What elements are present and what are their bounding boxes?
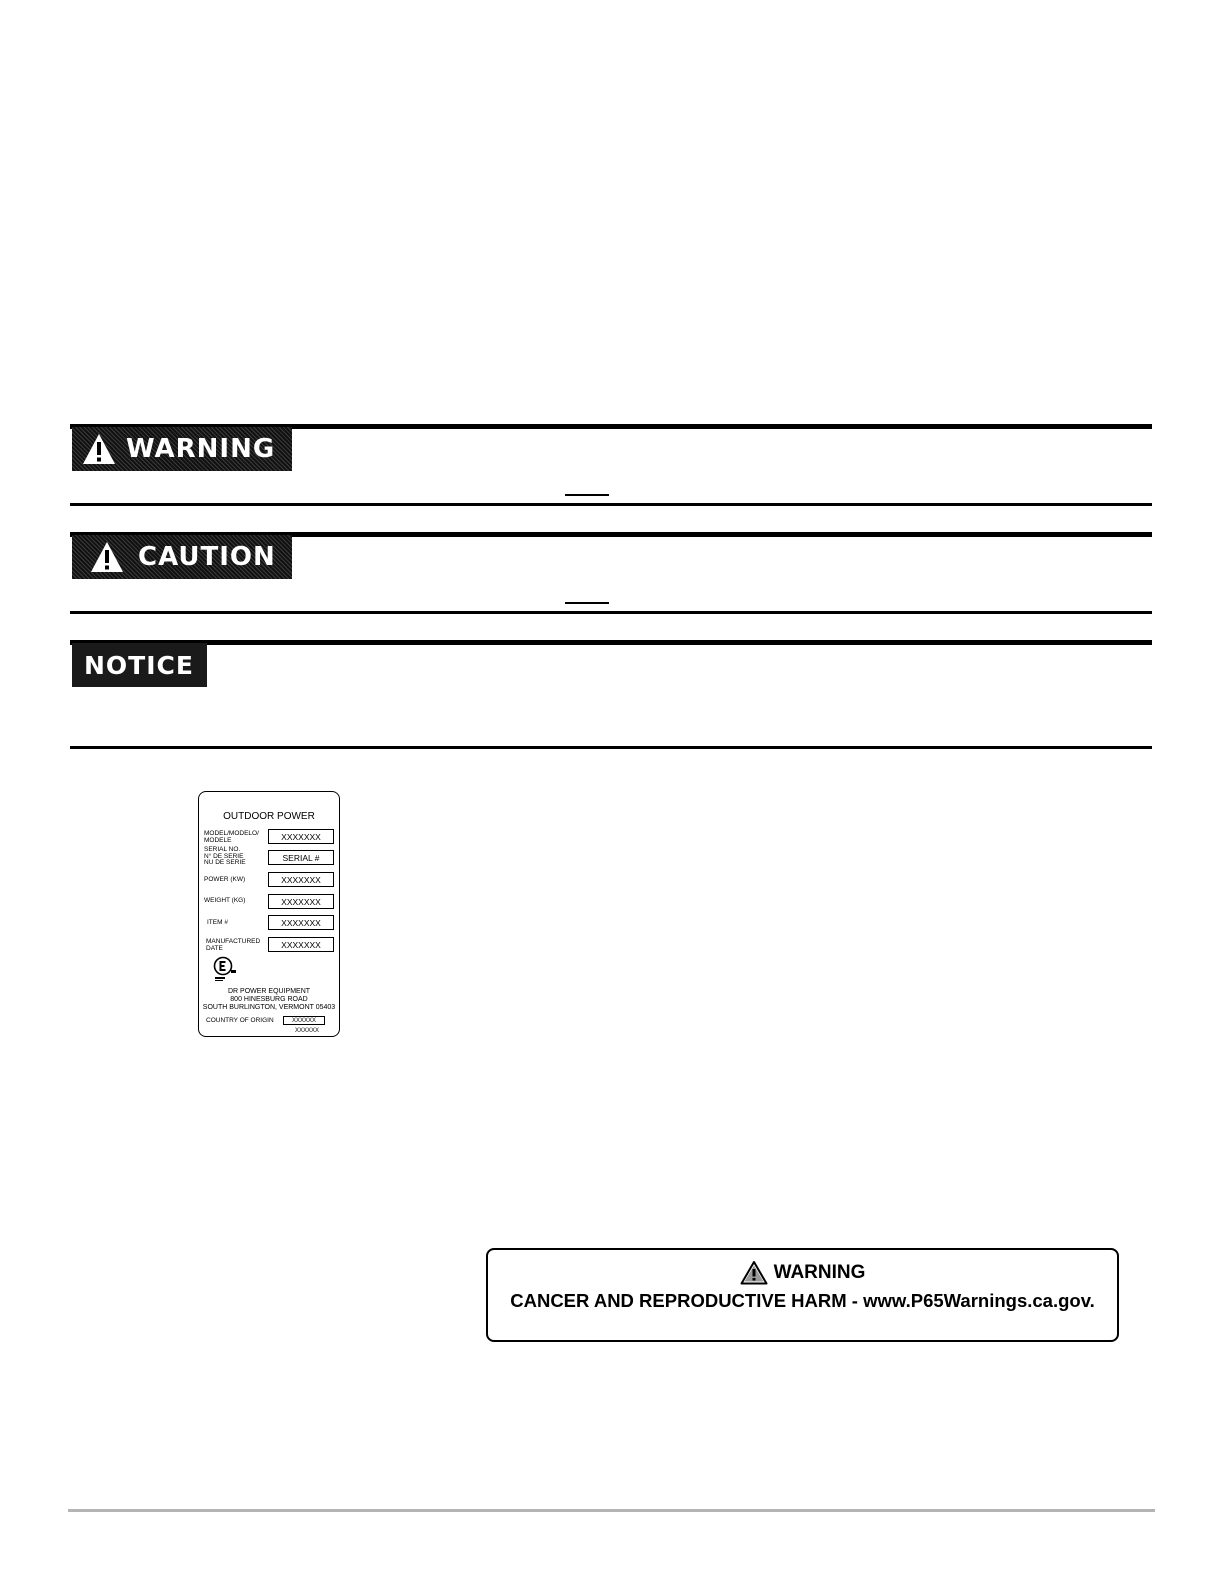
power-field-value: XXXXXXX (268, 872, 334, 887)
caution-signal-panel (72, 535, 292, 579)
manufacturer-city: SOUTH BURLINGTON, VERMONT 05403 (202, 1004, 336, 1011)
prop65-message: CANCER AND REPRODUCTIVE HARM - www.P65Warnings.ca.gov. (510, 1290, 1095, 1311)
prop65-signal-word: WARNING (773, 1261, 866, 1283)
product-identification-label (198, 791, 340, 1037)
serial-field-value: SERIAL # (268, 850, 334, 865)
country-of-origin-value: XXXXXX (283, 1016, 325, 1025)
notice-signal-panel (72, 643, 207, 687)
warning-triangle-icon (82, 433, 116, 465)
model-field-label: MODEL/MODELO/ MODELE (204, 830, 259, 844)
manufacturer-street: 800 HINESBURG ROAD (230, 996, 308, 1003)
notice-bottom-rule (70, 746, 1152, 749)
item-field-value: XXXXXXX (268, 915, 334, 930)
warning-signal-word: WARNING (126, 434, 276, 464)
label-code: XXXXXX (295, 1028, 320, 1034)
warning-signal-panel (72, 427, 292, 471)
power-field-label: POWER (KW) (204, 876, 246, 883)
manufacturer-name: DR POWER EQUIPMENT (227, 988, 311, 995)
caution-triangle-icon (90, 541, 124, 573)
caution-signal-word: CAUTION (138, 542, 276, 572)
label-title: OUTDOOR POWER (223, 811, 315, 822)
footer-rule (68, 1509, 1155, 1512)
manufactured-date-field-value: XXXXXXX (268, 937, 334, 952)
warning-triangle-icon (740, 1260, 768, 1285)
prop65-warning-box (486, 1248, 1119, 1342)
etl-certification-mark-icon (213, 956, 237, 976)
manufactured-date-field-label: MANUFACTURED DATE (206, 938, 261, 952)
caution-underline-mark (565, 602, 609, 604)
intertek-mark-icon (215, 977, 225, 981)
country-of-origin-label: COUNTRY OF ORIGIN (206, 1017, 274, 1024)
weight-field-label: WEIGHT (KG) (204, 897, 246, 904)
notice-top-rule (70, 640, 1152, 645)
notice-signal-word: NOTICE (84, 650, 194, 680)
weight-field-value: XXXXXXX (268, 894, 334, 909)
model-field-value: XXXXXXX (268, 829, 334, 844)
warning-underline-mark (565, 494, 609, 496)
item-field-label: ITEM # (207, 919, 228, 926)
warning-bottom-rule (70, 503, 1152, 506)
prop65-heading (488, 1260, 1117, 1285)
caution-bottom-rule (70, 611, 1152, 614)
serial-field-label: SERIAL NO. N° DE SERIE NU DE SERIE (204, 846, 246, 866)
